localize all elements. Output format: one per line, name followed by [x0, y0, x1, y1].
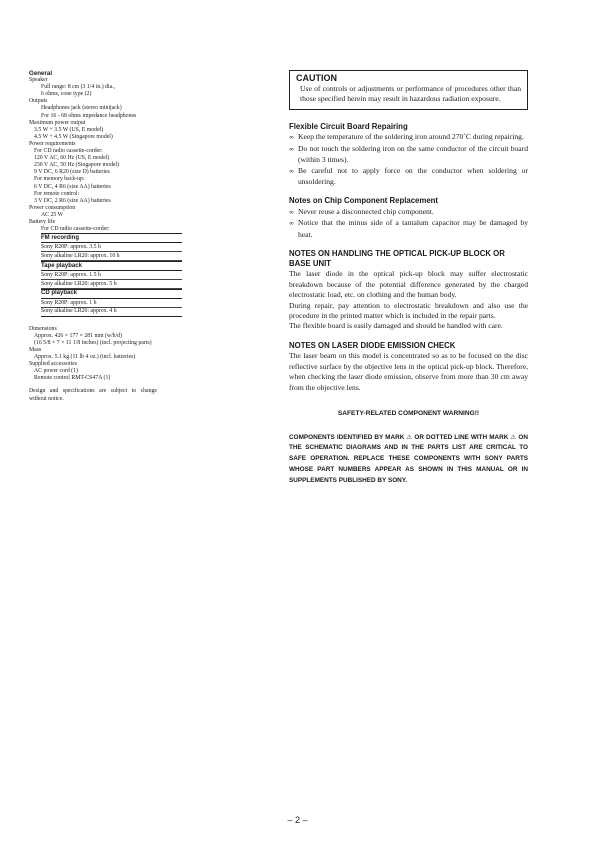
- specs-note: Design and specifications are subject to change without notice.: [29, 388, 157, 402]
- bullet-icon: ∞: [289, 134, 294, 142]
- optical-pickup-paragraph: The flexible board is easily damaged and should be handled with care.: [289, 321, 503, 331]
- accessories-line: Remote control RMT-CS47A (1): [34, 375, 111, 382]
- safety-warning-text: COMPONENTS IDENTIFIED BY MARK ⚠ OR DOTTED LINE WITH MARK ⚠ ON THE SCHEMATIC DIAGRAMS AND IN THE PARTS LIST ARE CRITICAL TO SAFE OPERATION. REPLACE THESE COMPONENTS WITH SONY PARTS WHOSE PART NUMBERS APPEAR AS SHOWN IN THIS MANUAL OR IN SUPPLEMENTS PUBLISHED BY SONY.: [289, 433, 528, 484]
- list-item: ∞ Do not touch the soldering iron on the same conductor of the circuit board (within 3 times).: [289, 143, 528, 165]
- flexible-board-heading: Flexible Circuit Board Repairing: [289, 121, 408, 131]
- max-power-label: Maximum power output: [29, 119, 86, 126]
- list-item: ∞ Notice that the minus side of a tantalum capacitor may be damaged by heat.: [289, 218, 528, 239]
- safety-warning-title: SAFETY-RELATED COMPONENT WARNING!!: [337, 410, 480, 418]
- power-req-backup-line: 6 V DC, 4 R6 (size AA) batteries: [34, 183, 111, 190]
- power-req-label: Power requirements: [29, 140, 76, 147]
- speaker-line: Full range: 8 cm (3 1/4 in.) dia.,: [41, 84, 116, 91]
- outputs-label: Outputs: [29, 98, 48, 105]
- specifications: [29, 70, 184, 403]
- table-row: Sony R20P: approx. 1 h: [41, 299, 182, 308]
- optical-pickup-paragraph: During repair, pay attention to electrostatic breakdown and also use the procedure in the printed matter which is included in the repair parts.: [289, 300, 528, 321]
- cd-playback-heading: CD playback: [41, 289, 182, 299]
- speaker-label: Speaker: [29, 77, 48, 84]
- bullet-icon: ∞: [289, 220, 294, 228]
- outputs-line: Headphones jack (stereo minijack): [41, 105, 122, 112]
- dimensions-label: Dimensions: [29, 325, 57, 332]
- table-row: Sony alkaline LR20: approx. 4 h: [41, 308, 182, 317]
- mass-line: Approx. 5.1 kg (11 lb 4 oz.) (incl. batteries): [34, 354, 136, 361]
- power-req-line: 230 V AC, 50 Hz (Singapore model): [34, 162, 119, 169]
- accessories-label: Supplied accessories: [29, 361, 78, 368]
- speaker-line: 6 ohms, cone type (2): [41, 91, 92, 98]
- laser-emission-heading: NOTES ON LASER DIODE EMISSION CHECK: [289, 340, 456, 350]
- caution-text: Use of controls or adjustments or performance of procedures other than those specified herein may result in hazardous radiation exposure.: [300, 84, 521, 104]
- table-row: Sony alkaline LR20: approx. 5 h: [41, 280, 182, 289]
- power-req-cd-label: For CD radio cassette-corder:: [34, 148, 103, 155]
- dimensions-line: (16 5/8 × 7 × 11 1/8 inches) (incl. projecting parts): [34, 339, 152, 346]
- page-number: – 2 –: [287, 815, 308, 825]
- max-power-line: 3.5 W + 3.5 W (US, E model): [34, 126, 104, 133]
- power-req-line: 9 V DC, 6 R20 (size D) batteries: [34, 169, 110, 176]
- optical-pickup-heading: NOTES ON HANDLING THE OPTICAL PICK-UP BLOCK OR BASE UNIT: [289, 249, 505, 268]
- caution-title: CAUTION: [296, 73, 337, 83]
- chip-replacement-heading: Notes on Chip Component Replacement: [289, 196, 439, 206]
- max-power-line: 4.5 W + 4.5 W (Singapore model): [34, 133, 113, 140]
- bullet-icon: ∞: [289, 145, 294, 153]
- power-req-backup-label: For memory back-up:: [34, 176, 85, 183]
- outputs-line: For 16 - 68 ohms impedance headphones: [41, 112, 137, 119]
- list-item: ∞ Keep the temperature of the soldering iron around 270˚C during repairing.: [289, 132, 528, 143]
- battery-life-label: Battery life: [29, 218, 56, 225]
- battery-life-cd-label: For CD radio cassette-corder:: [41, 226, 110, 233]
- caution-box: [289, 70, 528, 110]
- bullet-icon: ∞: [289, 209, 294, 217]
- bullet-icon: ∞: [289, 167, 294, 175]
- service-notes: [289, 70, 528, 486]
- tape-playback-heading: Tape playback: [41, 261, 182, 271]
- mass-label: Mass: [29, 346, 42, 353]
- fm-recording-heading: FM recording: [41, 233, 182, 243]
- dimensions-line: Approx. 426 × 177 × 281 mm (w/h/d): [34, 332, 123, 339]
- power-consumption-label: Power consumption: [29, 204, 76, 211]
- list-item: ∞ Be careful not to apply force on the conductor when soldering or unsoldering.: [289, 165, 528, 187]
- battery-life-table: [41, 233, 182, 317]
- accessories-line: AC power cord (1): [34, 368, 78, 375]
- power-req-line: 120 V AC, 60 Hz (US, E model): [34, 155, 110, 162]
- laser-emission-text: The laser beam on this model is concentrated so as to be focused on the disc reflective surface by the objective lens in the optical pick-up block. Therefore, when checking the laser diode emission, observe from more than 30 cm away from the objective lens.: [289, 351, 528, 392]
- table-row: Sony alkaline LR20: approx. 10 h: [41, 252, 182, 261]
- list-item: ∞ Never reuse a disconnected chip component.: [289, 207, 528, 218]
- power-req-remote-label: For remote control:: [34, 190, 80, 197]
- power-consumption-value: AC 25 W: [41, 211, 64, 218]
- optical-pickup-paragraph: The laser diode in the optical pick-up block may suffer electrostatic breakdown because of the potential difference generated by the charged electrostatic load, etc. on clothing and the human body.: [289, 269, 528, 300]
- general-heading: General: [29, 70, 53, 77]
- table-row: Sony R20P: approx. 3.5 h: [41, 243, 182, 252]
- table-row: Sony R20P: approx. 1.5 h: [41, 271, 182, 280]
- power-req-remote-line: 3 V DC, 2 R6 (size AA) batteries: [34, 197, 111, 204]
